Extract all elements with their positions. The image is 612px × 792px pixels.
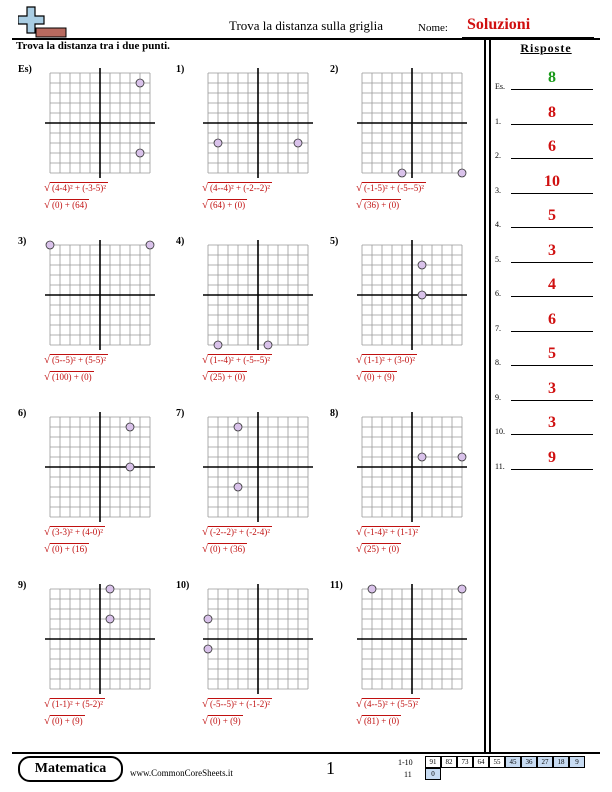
- formula-text: (100) + (0): [52, 372, 92, 382]
- plotted-point: [214, 341, 222, 349]
- formula-text: (25) + (0): [364, 544, 400, 554]
- radical-icon: √: [202, 698, 209, 710]
- score-cell: 9: [569, 756, 585, 768]
- distance-formula: [202, 698, 272, 710]
- page-title: Trova la distanza sulla griglia: [228, 18, 384, 33]
- radical-icon: √: [44, 354, 51, 366]
- answer-value[interactable]: 3: [548, 414, 556, 431]
- distance-formula-squares: [202, 543, 247, 555]
- coordinate-grid: [45, 584, 155, 694]
- coordinate-grid: [45, 240, 155, 350]
- score-cell: 73: [457, 756, 473, 768]
- coordinate-grid: [357, 584, 467, 694]
- formula-text: (1-1)² + (5-2)²: [52, 699, 104, 709]
- problem-number: 1): [176, 64, 185, 75]
- formula-text: (1-1)² + (3-0)²: [364, 355, 416, 365]
- radical-icon: √: [202, 354, 209, 366]
- problem-number: 8): [330, 408, 339, 419]
- distance-formula-squares: [202, 715, 243, 727]
- distance-formula-squares: [356, 715, 401, 727]
- radical-icon: √: [356, 371, 363, 383]
- plotted-point: [46, 241, 54, 249]
- radical-icon: √: [44, 543, 51, 555]
- radical-icon: √: [356, 182, 363, 194]
- plotted-point: [234, 423, 242, 431]
- answer-value[interactable]: 8: [548, 103, 556, 121]
- distance-formula-squares: [202, 371, 247, 383]
- plotted-point: [126, 463, 134, 471]
- formula-text: (0) + (16): [52, 544, 88, 554]
- distance-formula-squares: [356, 199, 401, 211]
- plotted-point: [418, 291, 426, 299]
- radical-icon: √: [356, 354, 363, 366]
- radical-icon: √: [202, 371, 209, 383]
- problem-number: 10): [176, 580, 190, 591]
- distance-formula: [44, 354, 108, 366]
- plotted-point: [106, 615, 114, 623]
- radical-icon: √: [44, 371, 51, 383]
- brand-badge: Matematica: [18, 756, 123, 782]
- plotted-point: [136, 79, 144, 87]
- plotted-point: [204, 615, 212, 623]
- distance-formula-squares: [44, 543, 89, 555]
- formula-text: (5--5)² + (5-5)²: [52, 355, 106, 365]
- answer-label: 10.: [495, 427, 505, 436]
- answer-line: [511, 89, 593, 90]
- radical-icon: √: [202, 715, 209, 727]
- plotted-point: [106, 585, 114, 593]
- formula-text: (-1-4)² + (1-1)²: [364, 527, 418, 537]
- radical-icon: √: [356, 199, 363, 211]
- radical-icon: √: [356, 526, 363, 538]
- plotted-point: [146, 241, 154, 249]
- answer-value[interactable]: 8: [548, 69, 556, 86]
- score-cell: 36: [521, 756, 537, 768]
- plotted-point: [136, 149, 144, 157]
- formula-text: (25) + (0): [210, 372, 246, 382]
- formula-text: (4--4)² + (-2--2)²: [210, 183, 270, 193]
- formula-text: (-1-5)² + (-5--5)²: [364, 183, 424, 193]
- radical-icon: √: [44, 182, 51, 194]
- plotted-point: [418, 453, 426, 461]
- problem-number: 2): [330, 64, 339, 75]
- coordinate-grid: [357, 240, 467, 350]
- answer-value[interactable]: 3: [548, 241, 556, 259]
- distance-formula-squares: [44, 371, 94, 383]
- distance-formula: [202, 182, 272, 194]
- answer-line: [511, 193, 593, 194]
- score-cell: 55: [489, 756, 505, 768]
- problem-number: Es): [18, 64, 32, 75]
- radical-icon: √: [44, 526, 51, 538]
- distance-formula-squares: [356, 543, 401, 555]
- answer-column-divider: [484, 38, 486, 752]
- problem-number: 3): [18, 236, 27, 247]
- formula-text: (0) + (9): [210, 716, 241, 726]
- answer-label: 7.: [495, 323, 501, 333]
- site-url[interactable]: www.CommonCoreSheets.it: [130, 768, 233, 778]
- coordinate-grid: [45, 412, 155, 522]
- radical-icon: √: [356, 698, 363, 710]
- problem-number: 4): [176, 236, 185, 247]
- answer-label: 9.: [495, 392, 501, 402]
- distance-formula-squares: [356, 371, 397, 383]
- answer-value[interactable]: 9: [548, 448, 556, 466]
- radical-icon: √: [202, 182, 209, 194]
- answer-line: [511, 331, 593, 332]
- score-cell: 82: [441, 756, 457, 768]
- answer-label: 8.: [495, 358, 501, 367]
- instructions: Trova la distanza tra i due punti.: [16, 40, 170, 52]
- score-cell: 18: [553, 756, 569, 768]
- answer-label: 4.: [495, 220, 501, 229]
- radical-icon: √: [356, 543, 363, 555]
- coordinate-grid: [45, 68, 155, 178]
- formula-text: (0) + (36): [210, 544, 246, 554]
- formula-text: (4-4)² + (-3-5)²: [52, 183, 106, 193]
- distance-formula: [44, 182, 108, 194]
- answer-value[interactable]: 4: [548, 276, 556, 293]
- answer-line: [511, 400, 593, 401]
- formula-text: (3-3)² + (4-0)²: [52, 527, 104, 537]
- distance-formula: [356, 698, 420, 710]
- radical-icon: √: [356, 715, 363, 727]
- coordinate-grid: [203, 412, 313, 522]
- plotted-point: [204, 645, 212, 653]
- answer-line: [511, 365, 593, 366]
- radical-icon: √: [202, 526, 209, 538]
- distance-formula: [44, 698, 105, 710]
- formula-text: (36) + (0): [364, 200, 400, 210]
- score-range-1: 1-10: [398, 758, 413, 767]
- answer-value[interactable]: 10: [544, 172, 560, 190]
- coordinate-grid: [203, 584, 313, 694]
- radical-icon: √: [44, 698, 51, 710]
- problem-number: 7): [176, 408, 185, 419]
- distance-formula: [202, 526, 272, 538]
- plotted-point: [458, 585, 466, 593]
- plotted-point: [126, 423, 134, 431]
- answer-value[interactable]: 5: [548, 345, 556, 362]
- coordinate-grid: [357, 68, 467, 178]
- score-cell: 64: [473, 756, 489, 768]
- answer-line: [511, 124, 593, 125]
- plotted-point: [214, 139, 222, 147]
- answer-line: [511, 296, 593, 297]
- name-value[interactable]: Soluzioni: [467, 16, 531, 33]
- plotted-point: [458, 169, 466, 177]
- formula-text: (1--4)² + (-5--5)²: [210, 355, 270, 365]
- name-label: Nome:: [418, 22, 448, 34]
- answer-label: 5.: [495, 254, 501, 264]
- plotted-point: [368, 585, 376, 593]
- formula-text: (0) + (64): [52, 200, 88, 210]
- radical-icon: √: [44, 715, 51, 727]
- answer-value[interactable]: 6: [548, 310, 556, 328]
- answer-label: 2.: [495, 151, 501, 160]
- score-range-2: 11: [404, 770, 412, 779]
- problem-number: 5): [330, 236, 339, 247]
- distance-formula: [356, 182, 426, 194]
- distance-formula: [356, 354, 417, 366]
- plotted-point: [234, 483, 242, 491]
- problem-number: 11): [330, 580, 343, 591]
- distance-formula: [202, 354, 272, 366]
- answer-label: 11.: [495, 461, 505, 471]
- answer-column-divider: [489, 38, 491, 752]
- plotted-point: [418, 261, 426, 269]
- answer-label: 1.: [495, 116, 501, 126]
- answer-line: [511, 227, 593, 228]
- distance-formula-squares: [44, 715, 85, 727]
- distance-formula: [44, 526, 105, 538]
- footer-divider: [12, 752, 600, 754]
- formula-text: (81) + (0): [364, 716, 400, 726]
- coordinate-grid: [203, 68, 313, 178]
- plotted-point: [264, 341, 272, 349]
- radical-icon: √: [44, 199, 51, 211]
- plotted-point: [294, 139, 302, 147]
- coordinate-grid: [357, 412, 467, 522]
- page-number: 1: [326, 758, 335, 778]
- formula-text: (-2--2)² + (-2-4)²: [210, 527, 270, 537]
- answer-line: [511, 158, 593, 159]
- score-cell: 27: [537, 756, 553, 768]
- answer-line: [511, 469, 593, 470]
- answer-line: [511, 262, 593, 263]
- radical-icon: √: [202, 543, 209, 555]
- distance-formula-squares: [202, 199, 247, 211]
- problem-number: 9): [18, 580, 27, 591]
- score-cell: 91: [425, 756, 441, 768]
- answer-label: Es.: [495, 82, 505, 91]
- answer-label: 3.: [495, 185, 501, 195]
- answers-title: Risposte: [520, 41, 572, 55]
- answer-line: [511, 434, 593, 435]
- formula-text: (64) + (0): [210, 200, 246, 210]
- formula-text: (0) + (9): [52, 716, 83, 726]
- distance-formula-squares: [44, 199, 89, 211]
- coordinate-grid: [203, 240, 313, 350]
- plotted-point: [398, 169, 406, 177]
- answer-value[interactable]: 3: [548, 379, 556, 397]
- formula-text: (-5--5)² + (-1-2)²: [210, 699, 270, 709]
- plotted-point: [458, 453, 466, 461]
- answer-label: 6.: [495, 289, 501, 298]
- problem-number: 6): [18, 408, 27, 419]
- formula-text: (0) + (9): [364, 372, 395, 382]
- distance-formula: [356, 526, 420, 538]
- answer-value[interactable]: 5: [548, 207, 556, 224]
- radical-icon: √: [202, 199, 209, 211]
- answer-value[interactable]: 6: [548, 138, 556, 155]
- score-cell: 0: [425, 768, 441, 780]
- formula-text: (4--5)² + (5-5)²: [364, 699, 418, 709]
- score-cell: 45: [505, 756, 521, 768]
